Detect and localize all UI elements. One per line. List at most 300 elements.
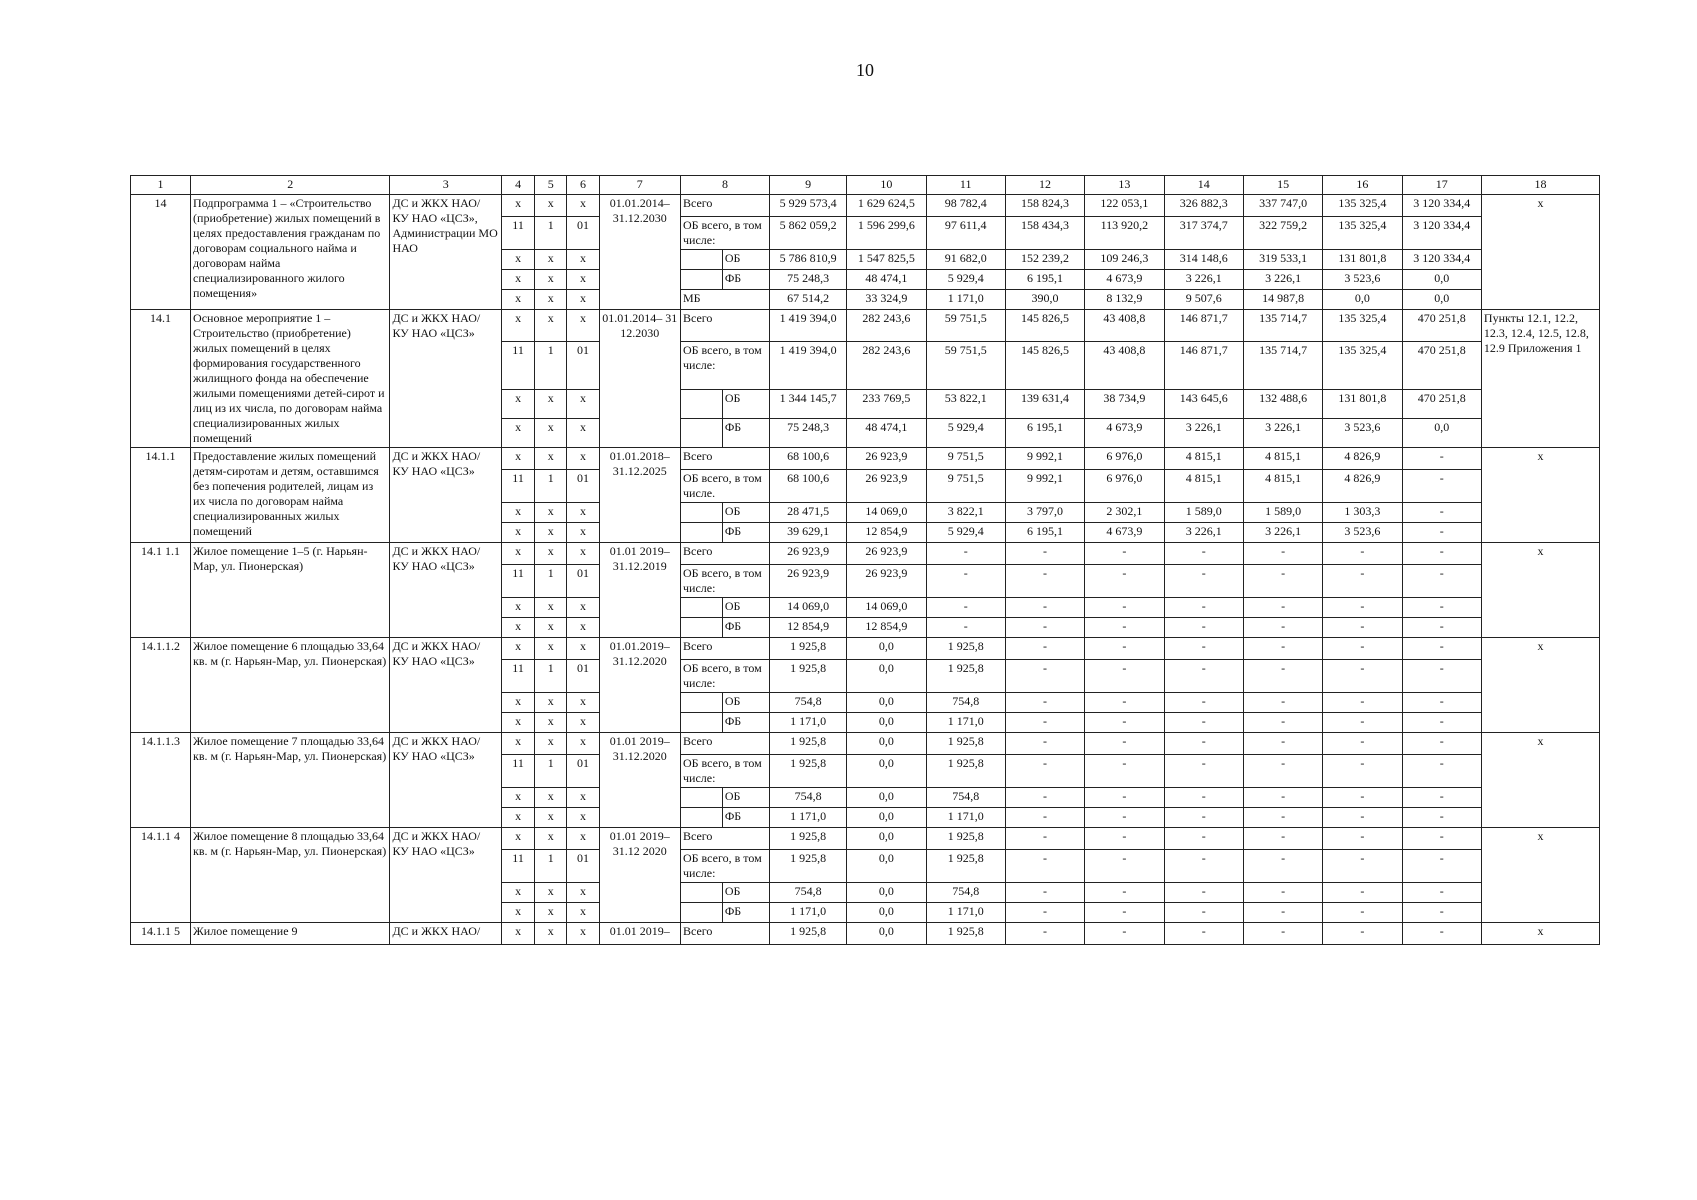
amount-cell: 0,0 [847, 638, 926, 660]
amount-cell: 1 925,8 [926, 660, 1005, 693]
funding-source: ФБ [722, 418, 769, 447]
source-indent [681, 883, 723, 903]
amount-cell: 48 474,1 [847, 418, 926, 447]
amount-cell: - [1323, 660, 1402, 693]
amount-cell: 59 751,5 [926, 341, 1005, 389]
amount-cell: 1 344 145,7 [769, 389, 846, 418]
period: 01.01.2018– 31.12.2025 [599, 448, 680, 543]
budget-code: х [535, 310, 567, 342]
source-indent [681, 808, 723, 828]
amount-cell: - [1323, 543, 1402, 565]
column-header: 8 [681, 176, 770, 195]
amount-cell: 1 419 394,0 [769, 341, 846, 389]
column-header: 17 [1402, 176, 1481, 195]
budget-code: х [501, 693, 534, 713]
table-row [131, 638, 1600, 660]
column-header: 13 [1085, 176, 1164, 195]
amount-cell: 754,8 [769, 788, 846, 808]
amount-cell: 39 629,1 [769, 523, 846, 543]
amount-cell: - [1085, 660, 1164, 693]
budget-code: 01 [567, 660, 599, 693]
amount-cell: 5 786 810,9 [769, 250, 846, 270]
amount-cell: 1 596 299,6 [847, 217, 926, 250]
amount-cell: 282 243,6 [847, 310, 926, 342]
note: х [1481, 638, 1599, 733]
source-indent [681, 618, 723, 638]
budget-code: х [501, 389, 534, 418]
budget-code: 11 [501, 470, 534, 503]
source-indent [681, 270, 723, 290]
amount-cell: - [1243, 565, 1322, 598]
amount-cell: - [1085, 923, 1164, 945]
amount-cell: 12 854,9 [769, 618, 846, 638]
budget-code: 01 [567, 341, 599, 389]
amount-cell: 26 923,9 [769, 543, 846, 565]
amount-cell: - [1402, 850, 1481, 883]
amount-cell: 2 302,1 [1085, 503, 1164, 523]
executor: ДС и ЖКХ НАО/ КУ НАО «ЦСЗ» [390, 543, 502, 638]
amount-cell: 109 246,3 [1085, 250, 1164, 270]
amount-cell: - [1164, 660, 1243, 693]
note: х [1481, 828, 1599, 923]
amount-cell: - [1085, 850, 1164, 883]
amount-cell: - [1243, 638, 1322, 660]
amount-cell: 12 854,9 [847, 618, 926, 638]
amount-cell: - [1005, 755, 1084, 788]
amount-cell: 135 325,4 [1323, 341, 1402, 389]
amount-cell: - [1164, 713, 1243, 733]
funding-source: ОБ всего, в том числе: [681, 755, 770, 788]
amount-cell: 1 925,8 [769, 850, 846, 883]
budget-code: х [501, 310, 534, 342]
funding-source: ОБ всего, в том числе: [681, 217, 770, 250]
amount-cell: 53 822,1 [926, 389, 1005, 418]
amount-cell: 9 507,6 [1164, 290, 1243, 310]
budget-code: х [567, 503, 599, 523]
executor: ДС и ЖКХ НАО/ КУ НАО «ЦСЗ» [390, 310, 502, 448]
budget-code: х [535, 883, 567, 903]
amount-cell: 0,0 [847, 660, 926, 693]
column-header: 15 [1243, 176, 1322, 195]
amount-cell: 158 824,3 [1005, 195, 1084, 217]
funding-source: ОБ [722, 503, 769, 523]
budget-code: х [501, 418, 534, 447]
executor: ДС и ЖКХ НАО/ КУ НАО «ЦСЗ» [390, 638, 502, 733]
executor: ДС и ЖКХ НАО/ КУ НАО «ЦСЗ», Администрации МО НАО [390, 195, 502, 310]
amount-cell: - [1323, 713, 1402, 733]
amount-cell: - [1323, 923, 1402, 945]
amount-cell: 131 801,8 [1323, 250, 1402, 270]
amount-cell: - [1164, 618, 1243, 638]
amount-cell: 1 547 825,5 [847, 250, 926, 270]
column-header: 3 [390, 176, 502, 195]
budget-code: х [535, 788, 567, 808]
note: х [1481, 448, 1599, 543]
period: 01.01 2019– 31.12 2020 [599, 828, 680, 923]
amount-cell: - [1005, 808, 1084, 828]
amount-cell: - [1164, 788, 1243, 808]
funding-source: Всего [681, 638, 770, 660]
amount-cell: - [1005, 883, 1084, 903]
funding-source: ОБ [722, 788, 769, 808]
amount-cell: - [1005, 618, 1084, 638]
amount-cell: - [1323, 828, 1402, 850]
amount-cell: 0,0 [1402, 290, 1481, 310]
budget-code: х [501, 733, 534, 755]
amount-cell: 326 882,3 [1164, 195, 1243, 217]
amount-cell: - [1323, 638, 1402, 660]
amount-cell: 9 992,1 [1005, 470, 1084, 503]
amount-cell: 68 100,6 [769, 470, 846, 503]
amount-cell: 1 925,8 [926, 923, 1005, 945]
budget-code: х [501, 195, 534, 217]
column-header: 5 [535, 176, 567, 195]
column-header: 9 [769, 176, 846, 195]
budget-code: 01 [567, 850, 599, 883]
funding-source: ОБ [722, 250, 769, 270]
amount-cell: - [1005, 733, 1084, 755]
budget-code: х [535, 448, 567, 470]
budget-code: х [567, 448, 599, 470]
amount-cell: - [1243, 755, 1322, 788]
amount-cell: 43 408,8 [1085, 341, 1164, 389]
budget-code: х [535, 389, 567, 418]
budget-code: х [567, 828, 599, 850]
amount-cell: - [1402, 448, 1481, 470]
amount-cell: 0,0 [847, 808, 926, 828]
budget-code: х [567, 195, 599, 217]
column-header: 1 [131, 176, 191, 195]
budget-code: х [501, 270, 534, 290]
funding-source: ФБ [722, 808, 769, 828]
amount-cell: - [1005, 638, 1084, 660]
amount-cell: 4 673,9 [1085, 523, 1164, 543]
amount-cell: 26 923,9 [847, 543, 926, 565]
amount-cell: 0,0 [847, 923, 926, 945]
amount-cell: - [1402, 618, 1481, 638]
amount-cell: 3 226,1 [1164, 523, 1243, 543]
amount-cell: 5 929,4 [926, 418, 1005, 447]
amount-cell: - [1402, 598, 1481, 618]
row-number: 14.1.1.2 [131, 638, 191, 733]
budget-code: х [535, 598, 567, 618]
amount-cell: - [1085, 903, 1164, 923]
amount-cell: - [1085, 828, 1164, 850]
budget-code: х [501, 290, 534, 310]
budget-code: х [535, 693, 567, 713]
amount-cell: - [1323, 598, 1402, 618]
amount-cell: 3 797,0 [1005, 503, 1084, 523]
amount-cell: - [1164, 598, 1243, 618]
table-row [131, 195, 1600, 217]
amount-cell: - [1243, 923, 1322, 945]
amount-cell: 1 925,8 [769, 660, 846, 693]
funding-source: ОБ всего, в том числе: [681, 565, 770, 598]
amount-cell: - [926, 565, 1005, 598]
budget-code: х [535, 418, 567, 447]
amount-cell: 135 325,4 [1323, 195, 1402, 217]
amount-cell: - [1164, 903, 1243, 923]
amount-cell: 6 195,1 [1005, 523, 1084, 543]
amount-cell: - [1243, 713, 1322, 733]
amount-cell: 0,0 [847, 788, 926, 808]
amount-cell: - [926, 618, 1005, 638]
note: х [1481, 733, 1599, 828]
funding-source: Всего [681, 543, 770, 565]
budget-code: х [501, 828, 534, 850]
row-number: 14.1.1.3 [131, 733, 191, 828]
source-indent [681, 389, 723, 418]
amount-cell: 14 069,0 [769, 598, 846, 618]
amount-cell: 14 069,0 [847, 503, 926, 523]
row-number: 14.1.1 4 [131, 828, 191, 923]
amount-cell: 75 248,3 [769, 270, 846, 290]
amount-cell: 26 923,9 [769, 565, 846, 598]
budget-code: х [567, 270, 599, 290]
row-number: 14 [131, 195, 191, 310]
budget-code: х [535, 270, 567, 290]
budget-code: х [501, 543, 534, 565]
amount-cell: - [1085, 543, 1164, 565]
budget-code: 1 [535, 660, 567, 693]
budget-code: х [567, 638, 599, 660]
budget-code: х [567, 713, 599, 733]
amount-cell: - [1323, 733, 1402, 755]
amount-cell: 67 514,2 [769, 290, 846, 310]
amount-cell: 9 751,5 [926, 470, 1005, 503]
column-header: 18 [1481, 176, 1599, 195]
amount-cell: 132 488,6 [1243, 389, 1322, 418]
column-header: 6 [567, 176, 599, 195]
amount-cell: - [1164, 850, 1243, 883]
activity-name: Предоставление жилых помещений детям-сиротам и детям, оставшимся без попечения родителей, лицам из их числа по договорам найма специализированных жилых помещений [191, 448, 390, 543]
amount-cell: - [1085, 788, 1164, 808]
funding-source: ОБ всего, в том числе. [681, 470, 770, 503]
amount-cell: - [1402, 883, 1481, 903]
amount-cell: 145 826,5 [1005, 341, 1084, 389]
amount-cell: - [1402, 503, 1481, 523]
amount-cell: - [1323, 808, 1402, 828]
amount-cell: - [1243, 883, 1322, 903]
budget-code: х [567, 389, 599, 418]
amount-cell: - [1402, 523, 1481, 543]
header-row [131, 176, 1600, 195]
amount-cell: 135 325,4 [1323, 217, 1402, 250]
amount-cell: 233 769,5 [847, 389, 926, 418]
activity-name: Основное мероприятие 1 – Строительство (приобретение) жилых помещений в целях формирования государственного жилищного фонда на обеспечение жилыми помещениями детей-сирот и лиц из их числа, по договорам найма специализированных жилых помещений [191, 310, 390, 448]
amount-cell: - [1085, 598, 1164, 618]
row-number: 14.1 1.1 [131, 543, 191, 638]
table-row [131, 448, 1600, 470]
budget-code: х [567, 903, 599, 923]
amount-cell: 0,0 [847, 828, 926, 850]
amount-cell: - [1164, 828, 1243, 850]
amount-cell: - [1005, 828, 1084, 850]
amount-cell: 1 589,0 [1164, 503, 1243, 523]
amount-cell: 1 629 624,5 [847, 195, 926, 217]
activity-name: Жилое помещение 7 площадью 33,64 кв. м (г. Нарьян-Мар, ул. Пионерская) [191, 733, 390, 828]
amount-cell: 59 751,5 [926, 310, 1005, 342]
amount-cell: - [1085, 565, 1164, 598]
amount-cell: - [1164, 755, 1243, 788]
budget-code: х [567, 418, 599, 447]
amount-cell: - [1005, 903, 1084, 923]
budget-code: х [535, 618, 567, 638]
amount-cell: 3 523,6 [1323, 418, 1402, 447]
amount-cell: - [1323, 693, 1402, 713]
budget-code: х [501, 618, 534, 638]
amount-cell: - [1164, 638, 1243, 660]
activity-name: Подпрограмма 1 – «Строительство (приобретение) жилых помещений в целях предоставления гражданам по договорам социального найма и договорам найма специализированного жилого помещения» [191, 195, 390, 310]
funding-source: МБ [681, 290, 770, 310]
budget-code: х [567, 788, 599, 808]
row-number: 14.1.1 5 [131, 923, 191, 945]
budget-code: х [567, 693, 599, 713]
amount-cell: 3 822,1 [926, 503, 1005, 523]
amount-cell: 38 734,9 [1085, 389, 1164, 418]
budget-code: х [567, 923, 599, 945]
amount-cell: - [1005, 850, 1084, 883]
amount-cell: 754,8 [769, 693, 846, 713]
amount-cell: 3 120 334,4 [1402, 217, 1481, 250]
amount-cell: 1 925,8 [926, 828, 1005, 850]
budget-code: х [501, 808, 534, 828]
amount-cell: - [1243, 733, 1322, 755]
amount-cell: 1 925,8 [769, 638, 846, 660]
amount-cell: 4 673,9 [1085, 270, 1164, 290]
amount-cell: 3 226,1 [1243, 270, 1322, 290]
amount-cell: 1 171,0 [769, 808, 846, 828]
source-indent [681, 598, 723, 618]
activity-name: Жилое помещение 1–5 (г. Нарьян-Мар, ул. Пионерская) [191, 543, 390, 638]
amount-cell: - [1402, 923, 1481, 945]
amount-cell: - [1085, 618, 1164, 638]
budget-code: х [501, 598, 534, 618]
budget-code: х [501, 503, 534, 523]
amount-cell: 1 589,0 [1243, 503, 1322, 523]
amount-cell: 317 374,7 [1164, 217, 1243, 250]
amount-cell: - [1243, 903, 1322, 923]
amount-cell: - [1323, 788, 1402, 808]
amount-cell: - [1085, 713, 1164, 733]
amount-cell: 754,8 [926, 693, 1005, 713]
amount-cell: - [1164, 543, 1243, 565]
period: 01.01.2014– 31 12.2030 [599, 310, 680, 448]
amount-cell: 1 419 394,0 [769, 310, 846, 342]
amount-cell: 1 171,0 [769, 903, 846, 923]
amount-cell: - [1085, 733, 1164, 755]
amount-cell: - [1005, 788, 1084, 808]
amount-cell: - [1243, 850, 1322, 883]
amount-cell: 43 408,8 [1085, 310, 1164, 342]
amount-cell: - [1402, 543, 1481, 565]
amount-cell: - [1243, 788, 1322, 808]
column-header: 14 [1164, 176, 1243, 195]
amount-cell: 143 645,6 [1164, 389, 1243, 418]
budget-code: х [535, 828, 567, 850]
amount-cell: - [1323, 903, 1402, 923]
executor: ДС и ЖКХ НАО/ [390, 923, 502, 945]
budget-code: 1 [535, 470, 567, 503]
budget-code: х [501, 903, 534, 923]
amount-cell: 1 925,8 [769, 828, 846, 850]
amount-cell: - [1085, 755, 1164, 788]
amount-cell: 319 533,1 [1243, 250, 1322, 270]
budget-code: 11 [501, 341, 534, 389]
funding-source: Всего [681, 448, 770, 470]
amount-cell: - [1243, 598, 1322, 618]
column-header: 2 [191, 176, 390, 195]
activity-name: Жилое помещение 6 площадью 33,64 кв. м (г. Нарьян-Мар, ул. Пионерская) [191, 638, 390, 733]
page-number: 10 [856, 60, 874, 80]
amount-cell: 282 243,6 [847, 341, 926, 389]
amount-cell: 6 976,0 [1085, 448, 1164, 470]
amount-cell: - [1005, 543, 1084, 565]
amount-cell: 14 069,0 [847, 598, 926, 618]
column-header: 7 [599, 176, 680, 195]
funding-source: ФБ [722, 618, 769, 638]
amount-cell: 470 251,8 [1402, 389, 1481, 418]
amount-cell: 131 801,8 [1323, 389, 1402, 418]
amount-cell: 135 325,4 [1323, 310, 1402, 342]
funding-source: ФБ [722, 523, 769, 543]
budget-code: 1 [535, 341, 567, 389]
amount-cell: 26 923,9 [847, 448, 926, 470]
amount-cell: - [926, 543, 1005, 565]
amount-cell: - [1323, 755, 1402, 788]
amount-cell: 0,0 [847, 755, 926, 788]
budget-code: х [567, 290, 599, 310]
amount-cell: 4 815,1 [1243, 448, 1322, 470]
amount-cell: - [1005, 565, 1084, 598]
funding-source: ФБ [722, 903, 769, 923]
funding-source: ОБ всего, в том числе: [681, 660, 770, 693]
period: 01.01 2019– 31.12.2019 [599, 543, 680, 638]
column-header: 10 [847, 176, 926, 195]
budget-code: х [535, 503, 567, 523]
budget-code: х [567, 883, 599, 903]
budget-code: х [535, 523, 567, 543]
amount-cell: 3 120 334,4 [1402, 195, 1481, 217]
amount-cell: 1 925,8 [769, 733, 846, 755]
amount-cell: - [1164, 808, 1243, 828]
amount-cell: 139 631,4 [1005, 389, 1084, 418]
amount-cell: 1 303,3 [1323, 503, 1402, 523]
amount-cell: 1 171,0 [926, 808, 1005, 828]
amount-cell: - [1005, 660, 1084, 693]
amount-cell: - [1085, 693, 1164, 713]
budget-code: х [567, 618, 599, 638]
source-indent [681, 503, 723, 523]
funding-source: ОБ всего, в том числе: [681, 850, 770, 883]
amount-cell: 1 925,8 [769, 755, 846, 788]
amount-cell: - [1323, 883, 1402, 903]
budget-code: х [535, 713, 567, 733]
amount-cell: 5 929,4 [926, 523, 1005, 543]
budget-code: 1 [535, 755, 567, 788]
column-header: 11 [926, 176, 1005, 195]
budget-code: х [535, 808, 567, 828]
funding-source: Всего [681, 195, 770, 217]
amount-cell: 0,0 [1402, 418, 1481, 447]
amount-cell: 754,8 [926, 883, 1005, 903]
amount-cell: 75 248,3 [769, 418, 846, 447]
table-row [131, 543, 1600, 565]
amount-cell: 1 171,0 [926, 290, 1005, 310]
period: 01.01.2014– 31.12.2030 [599, 195, 680, 310]
amount-cell: 68 100,6 [769, 448, 846, 470]
amount-cell: 8 132,9 [1085, 290, 1164, 310]
